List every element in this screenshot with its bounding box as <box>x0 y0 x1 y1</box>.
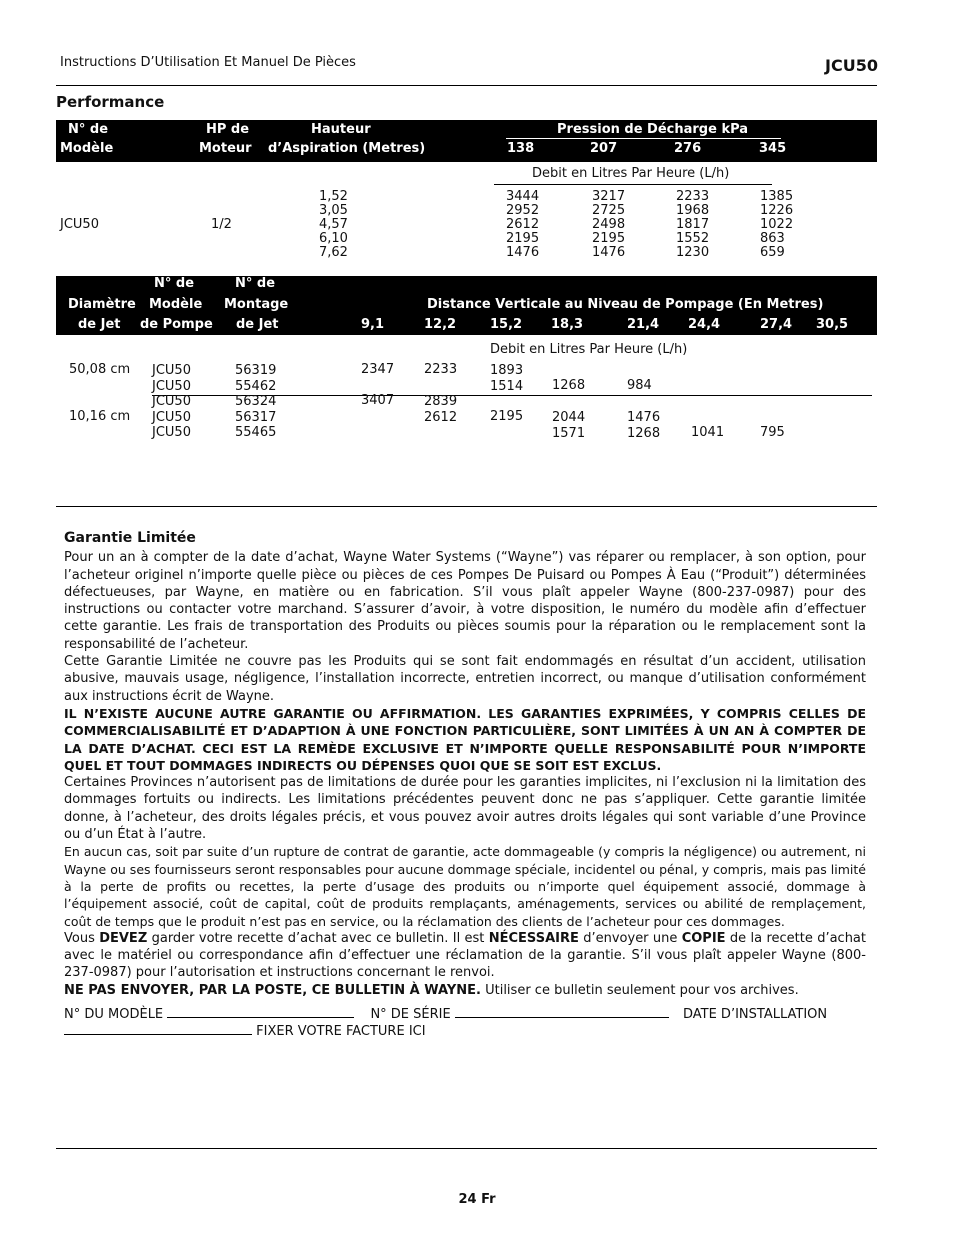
pump-model-column <box>152 363 191 394</box>
pressure-276: 276 <box>674 141 702 156</box>
flow-value: 2195 <box>506 231 540 246</box>
header-diam-2: de Jet <box>78 317 121 332</box>
text-run-bold: COPIE <box>681 930 726 946</box>
flow-value: 863 <box>760 231 785 246</box>
flow-value: 1476 <box>506 245 540 260</box>
flow-label: Debit en Litres Par Heure (L/h) <box>532 166 730 181</box>
jet-diameter: 50,08 cm <box>69 362 131 377</box>
flow-value: 1817 <box>676 217 710 232</box>
flow-column <box>424 394 457 425</box>
flow-value: 2725 <box>592 203 626 218</box>
suction-heights-column <box>319 190 348 260</box>
flow-value: 2195 <box>592 231 626 246</box>
flow-value: 2612 <box>506 217 540 232</box>
document-header-title: Instructions D’Utilisation Et Manuel De Pièces <box>60 55 356 70</box>
header-diam-1: Diamètre <box>68 297 136 312</box>
flow-column-207 <box>592 190 625 260</box>
header-model-2: Modèle <box>60 141 114 156</box>
header-height-2: d’Aspiration (Metres) <box>268 141 426 156</box>
distance-27-4: 27,4 <box>760 317 793 332</box>
flow-value: 1022 <box>760 217 794 232</box>
pressure-345: 345 <box>759 141 787 156</box>
flow-value: 2612 <box>424 409 458 425</box>
distance-18-3: 18,3 <box>551 317 584 332</box>
flow-value: 1268 <box>627 425 661 441</box>
warranty-paragraph: En aucun cas, soit par suite d’un rupture de contrat de garantie, acte dommageable (y compris la négligence) ou autrement, ni Wayne ou ses fournisseurs seront responsables pour aucune dommage spéciale, incidentel ou pénal, y compris, mais pas limité à la perte de profits ou recettes, la perte d’usage des produits ou n’importe quel équipement associé, dommage à l’équipement associé, coût de capital, coût de produits remplaçants, aménagements, services ou abilité de remplaçement, coût de temps que le produit n’est pas en service, ou la réclamation des clients de l’acheteur pour ces dommages. <box>64 844 866 929</box>
flow-value: 795 <box>760 424 785 440</box>
pressure-207: 207 <box>590 141 618 156</box>
flow-label-underline <box>494 184 772 185</box>
warranty-paragraph: Pour un an à compter de la date d’achat, Wayne Water Systems (“Wayne”) vas réparer ou remplacer, à son option, pour l’acheteur originel n’importe quelle pièce ou pièces de ces Pompes De Puisard ou Pompes À Eau (“Produit”) déterminées défectueuses, par Wayne, en matière ou en fabrication. S’il vous plaît appeler Wayne (800-237-0987) pour des instructions ou contacter votre marchand. S’assurer d’avoir, à votre disposition, le numéro du modèle afin d’effectuer cette garantie. Les frais de transportation des Produits ou pièces soumis pour la réparation ou le remplacement sont la responsabilité de l’acheteur. <box>64 550 866 652</box>
pump-model-column <box>152 394 191 441</box>
jet-mount: 56319 <box>235 363 277 378</box>
header-height-1: Hauteur <box>311 122 371 137</box>
flow-value: 1230 <box>676 245 710 260</box>
header-pump-3: de Pompe <box>140 317 213 332</box>
flow-value: 1552 <box>676 231 710 246</box>
flow-value: 2044 <box>552 410 586 425</box>
footer-divider <box>56 1148 877 1149</box>
distance-21-4: 21,4 <box>627 317 660 332</box>
text-run: Utiliser ce bulletin seulement pour vos archives. <box>480 982 799 998</box>
distance-24-4: 24,4 <box>688 317 721 332</box>
pump-model: JCU50 <box>152 378 191 394</box>
flow-value: 1041 <box>691 424 725 440</box>
serial-field-blank[interactable] <box>455 1007 669 1018</box>
flow-value: 1476 <box>627 410 661 425</box>
flow-value: 3407 <box>361 393 395 408</box>
height-value: 3,05 <box>319 203 348 218</box>
warranty-paragraph <box>64 982 866 999</box>
text-run: de la recette d’achat avec le matériel ou correspondance afin d’effectuer une réclamation de la garantie. S’il vous plaît appeler Wayne (800-237-0987) pour l’autorisation et instructions concernant le renvoi. <box>64 930 866 981</box>
serial-field-label: N° DE SÉRIE <box>370 1007 451 1023</box>
flow-column <box>552 410 585 441</box>
header-mount-3: de Jet <box>236 317 279 332</box>
jet-table-header <box>56 276 877 335</box>
flow-value: 1514 <box>490 378 524 394</box>
text-run: d’envoyer une <box>578 930 682 946</box>
jet-mount-column <box>235 363 276 394</box>
distance-15-2: 15,2 <box>490 317 523 332</box>
install-date-label: DATE D’INSTALLATION <box>682 1007 828 1023</box>
flow-column-138 <box>506 190 539 260</box>
text-run-bold: DEVEZ <box>99 930 148 946</box>
performance-title: Performance <box>56 93 165 111</box>
header-pump-2: Modèle <box>149 297 203 312</box>
pump-model: JCU50 <box>152 425 191 440</box>
header-pump-1: N° de <box>154 276 195 291</box>
warranty-title: Garantie Limitée <box>64 530 196 546</box>
flow-value: 1893 <box>490 363 524 378</box>
flow-value: 1385 <box>760 189 794 204</box>
performance-table-header <box>56 120 877 162</box>
pressure-underline <box>506 138 781 139</box>
height-value: 7,62 <box>319 245 348 260</box>
model-code: JCU50 <box>825 56 878 75</box>
flow-value: 659 <box>760 245 785 260</box>
header-divider <box>56 85 877 86</box>
flow-value: 2347 <box>361 362 395 377</box>
pump-model: JCU50 <box>152 394 191 409</box>
hp-cell: 1/2 <box>211 217 232 232</box>
distance-30-5: 30,5 <box>816 317 849 332</box>
warranty-disclaimer: IL N’EXISTE AUCUNE AUTRE GARANTIE OU AFFIRMATION. LES GARANTIES EXPRIMÉES, Y COMPRIS CELLES DE COMMERCIALISABILITÉ ET D’ADAPTION À UNE FONCTION PARTICULIÈRE, SONT LIMITÉES À UN AN À COMPTER DE LA DATE D’ACHAT. CECI EST LA REMÈDE EXCLUSIVE ET N’IMPORTE QUELLE RESPONSABILITÉ POUR N’IMPORTE QUEL ET TOUT DOMMAGES INDIRECTS OU DÉPENSES QUOI QUE SE SOIT EST EXCLUS. <box>64 705 866 773</box>
jet-mount: 55462 <box>235 378 277 394</box>
record-form-line-1 <box>64 1006 866 1023</box>
warranty-paragraph: Certaines Provinces n’autorisent pas de limitations de durée pour les garanties implicites, ni l’exclusion ni la limitation des dommages fortuits ou indirects. Les limitations précédentes peuvent donc ne pas s’appliquer. Cette garantie limitée donne, à l’acheteur, des droits légales précis, et vous pouvez avoir autres droits légales qui sont variable d’une Province ou d’un État à l’autre. <box>64 775 866 843</box>
flow-value: 2233 <box>676 189 710 204</box>
model-field-label: N° DU MODÈLE <box>64 1007 164 1023</box>
model-cell: JCU50 <box>60 217 99 232</box>
jet-diameter: 10,16 cm <box>69 409 131 424</box>
header-mount-2: Montage <box>224 297 289 312</box>
flow-value: 2233 <box>424 362 458 377</box>
flow-value: 984 <box>627 377 652 393</box>
header-mount-1: N° de <box>235 276 276 291</box>
header-pressure: Pression de Décharge kPa <box>557 122 749 137</box>
flow-value: 1968 <box>676 203 710 218</box>
header-distance: Distance Verticale au Niveau de Pompage (En Metres) <box>427 297 824 312</box>
warranty-paragraph: Cette Garantie Limitée ne couvre pas les Produits qui se sont fait endommagés en résultat d’un accident, utilisation abusive, mauvais usage, négligence, l’installation incorrecte, entretien incorrect, ou manque d’utilisation conformément aux instructions écrit de Wayne. <box>64 654 866 704</box>
pump-model: JCU50 <box>152 363 191 378</box>
flow-value: 1268 <box>552 377 586 393</box>
jet-mount-column <box>235 394 276 441</box>
flow-value: 1571 <box>552 425 586 441</box>
height-value: 4,57 <box>319 217 348 232</box>
jet-mount: 56324 <box>235 394 277 409</box>
flow-value: 3217 <box>592 189 626 204</box>
model-field-blank[interactable] <box>167 1007 354 1018</box>
flow-value: 3444 <box>506 189 540 204</box>
header-hp-1: HP de <box>206 122 250 137</box>
flow-value: 2195 <box>490 409 524 424</box>
text-run: Vous <box>64 930 100 946</box>
flow-column <box>627 410 660 441</box>
header-model-1: N° de <box>68 122 109 137</box>
flow-value: 2498 <box>592 217 626 232</box>
warranty-section <box>64 530 866 1041</box>
section-divider <box>56 506 877 507</box>
flow-value: 2839 <box>424 394 458 409</box>
jet-flow-label: Debit en Litres Par Heure (L/h) <box>490 342 688 357</box>
flow-column-345 <box>760 190 793 260</box>
install-date-blank[interactable] <box>64 1024 252 1035</box>
jet-mount: 55465 <box>235 425 277 440</box>
pump-model: JCU50 <box>152 409 191 425</box>
warranty-paragraph <box>64 930 866 982</box>
pressure-138: 138 <box>507 141 535 156</box>
text-run-bold: NÉCESSAIRE <box>488 930 579 946</box>
text-run: garder votre recette d’achat avec ce bulletin. Il est <box>147 930 489 946</box>
text-run-bold: NE PAS ENVOYER, PAR LA POSTE, CE BULLETIN À WAYNE. <box>64 982 481 998</box>
invoice-label: FIXER VOTRE FACTURE ICI <box>256 1024 426 1040</box>
flow-value: 1226 <box>760 203 794 218</box>
header-hp-2: Moteur <box>199 141 252 156</box>
flow-column <box>490 363 523 394</box>
distance-9-1: 9,1 <box>361 317 385 332</box>
height-value: 6,10 <box>319 231 348 246</box>
page-number: 24 Fr <box>458 1192 496 1207</box>
flow-value: 1476 <box>592 245 626 260</box>
jet-mount: 56317 <box>235 409 277 425</box>
flow-column-276 <box>676 190 709 260</box>
flow-value: 2952 <box>506 203 540 218</box>
record-form-line-2 <box>64 1023 866 1040</box>
distance-12-2: 12,2 <box>424 317 457 332</box>
height-value: 1,52 <box>319 189 348 204</box>
